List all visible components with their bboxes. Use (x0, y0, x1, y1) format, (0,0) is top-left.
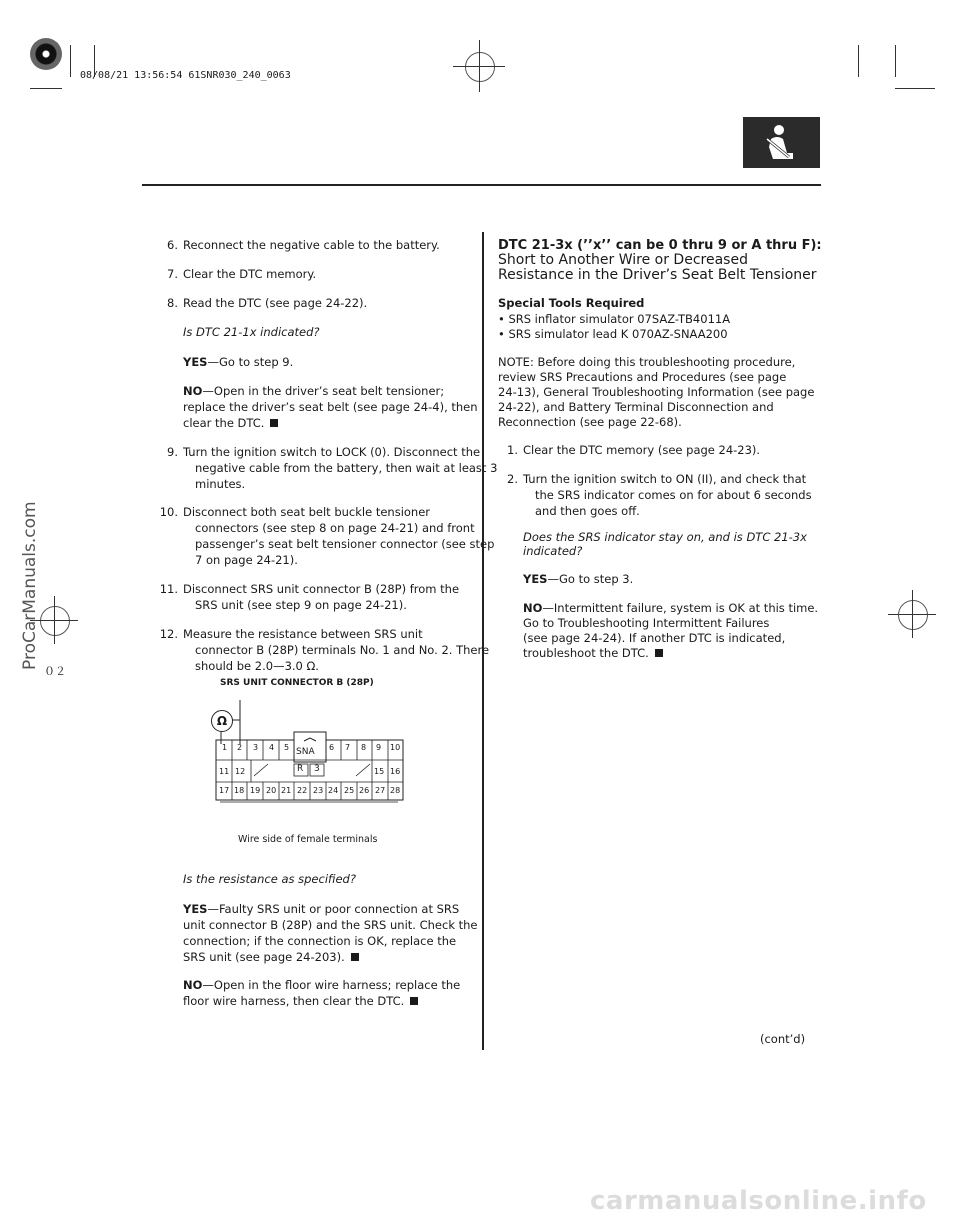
step-number: 7. (167, 267, 178, 281)
answer-text: (see page 24-24). If another DTC is indicated, (523, 631, 786, 645)
question-text: Does the SRS indicator stay on, and is DTC 21-3x (523, 530, 807, 544)
yes-answer: YES—Go to step 3. (523, 572, 634, 586)
section-subtitle: Short to Another Wire or Decreased (498, 252, 748, 268)
note-text: review SRS Precautions and Procedures (see page (498, 370, 787, 384)
pin-label: 21 (281, 786, 292, 795)
tool-item: • SRS simulator lead K 070AZ-SNAA200 (498, 327, 728, 341)
pin-label: 7 (345, 743, 351, 752)
step-text: SRS unit (see step 9 on page 24-21). (195, 598, 407, 612)
pin-label: 27 (375, 786, 386, 795)
print-stamp: 08/08/21 13:56:54 61SNR030_240_0063 (80, 70, 291, 81)
step-text: the SRS indicator comes on for about 6 seconds (535, 488, 812, 502)
registration-mark-left (30, 38, 62, 70)
answer-text: Faulty SRS unit or poor connection at SRS (218, 902, 460, 916)
answer-text: Intermittent failure, system is OK at this time. (553, 601, 819, 615)
pin-label: 11 (219, 767, 230, 776)
step-number: 6. (167, 238, 178, 252)
step-text: Disconnect SRS unit connector B (28P) from the (183, 582, 460, 596)
crop-line (453, 66, 505, 67)
pin-label: 23 (313, 786, 324, 795)
answer-text: Open in the driver’s seat belt tensioner; (213, 384, 445, 398)
no-answer: NO—Open in the driver’s seat belt tensioner; (183, 384, 445, 398)
step-text: Clear the DTC memory (see page 24-23). (523, 443, 761, 457)
step-text: connector B (28P) terminals No. 1 and No. 2. There (195, 643, 490, 657)
pin-label: 20 (266, 786, 277, 795)
step-text: minutes. (195, 477, 246, 491)
pin-label: 8 (361, 743, 367, 752)
crop-line (858, 45, 859, 77)
end-mark (410, 997, 418, 1005)
step-text: 7 on page 24-21). (195, 553, 298, 567)
connector-wiring (208, 676, 408, 856)
crop-line (888, 614, 936, 615)
target-mark-right (898, 600, 928, 630)
question-text: Is DTC 21-1x indicated? (183, 325, 320, 339)
no-label: NO (183, 978, 203, 992)
ohmmeter-icon: Ω (211, 710, 233, 732)
pin-label: 22 (297, 786, 308, 795)
bottom-watermark: carmanualsonline.info (590, 1186, 927, 1216)
connector-diagram (208, 676, 408, 856)
no-label: NO (183, 384, 203, 398)
question-text: Is the resistance as specified? (183, 872, 356, 886)
crop-line (895, 88, 935, 89)
step-text: connectors (see step 8 on page 24-21) and front (195, 521, 475, 535)
pin-label: 1 (222, 743, 228, 752)
question-text: indicated? (523, 544, 583, 558)
pin-label: 9 (376, 743, 382, 752)
answer-text: connection; if the connection is OK, replace the (183, 934, 457, 948)
step-text: and then goes off. (535, 504, 640, 518)
step-text: passenger’s seat belt tensioner connector (see step (195, 537, 495, 551)
step-text: Turn the ignition switch to LOCK (0). Disconnect the (183, 445, 481, 459)
pin-label: 6 (329, 743, 335, 752)
no-answer: NO—Open in the floor wire harness; replace the (183, 978, 461, 992)
diagram-caption: Wire side of female terminals (238, 834, 378, 845)
section-subtitle: Resistance in the Driver’s Seat Belt Tensioner (498, 267, 817, 283)
header-rule (142, 184, 821, 186)
step-number: 10. (159, 505, 178, 519)
column-divider (482, 232, 484, 1050)
step-text: negative cable from the battery, then wait at least 3 (195, 461, 498, 475)
pin-label: 2 (237, 743, 243, 752)
pin-label: 4 (269, 743, 275, 752)
step-text: Clear the DTC memory. (183, 267, 317, 281)
pin-label: 17 (219, 786, 230, 795)
crop-line (70, 45, 71, 77)
note-text: 24-22), and Battery Terminal Disconnection and (498, 400, 774, 414)
yes-label: YES (523, 572, 548, 586)
note-text: Reconnection (see page 22-68). (498, 415, 682, 429)
answer-text: Go to step 9. (218, 355, 294, 369)
step-number: 1. (507, 443, 518, 457)
answer-text: Go to step 3. (558, 572, 634, 586)
pin-label: 24 (328, 786, 339, 795)
continued-label: (cont’d) (760, 1032, 806, 1046)
target-mark-left (40, 606, 70, 636)
step-text: Disconnect both seat belt buckle tensioner (183, 505, 431, 519)
answer-text: floor wire harness, then clear the DTC. (183, 994, 418, 1010)
yes-label: YES (183, 355, 208, 369)
answer-text: replace the driver’s seat belt (see page 24-4), then (183, 400, 478, 414)
crop-line (895, 45, 896, 77)
yes-answer: YES—Faulty SRS unit or poor connection at SRS (183, 902, 460, 916)
three-label: 3 (314, 764, 320, 774)
step-text: Measure the resistance between SRS unit (183, 627, 423, 641)
step-text: Read the DTC (see page 24-22). (183, 296, 368, 310)
pin-label: 28 (390, 786, 401, 795)
yes-answer: YES—Go to step 9. (183, 355, 294, 369)
pin-label: 10 (390, 743, 401, 752)
pin-label: 15 (374, 767, 385, 776)
note-text: 24-13), General Troubleshooting Information (see page (498, 385, 815, 399)
r-label: R (297, 764, 304, 774)
tools-heading: Special Tools Required (498, 296, 645, 310)
pin-label: 18 (234, 786, 245, 795)
answer-text: clear the DTC. (183, 416, 278, 432)
diagram-title: SRS UNIT CONNECTOR B (28P) (220, 678, 374, 688)
pin-label: 25 (344, 786, 355, 795)
step-text: Turn the ignition switch to ON (II), and check that (523, 472, 807, 486)
seat-belt-icon (743, 117, 820, 168)
step-text: should be 2.0—3.0 Ω. (195, 659, 319, 673)
section-title: DTC 21-3x (’’x’’ can be 0 thru 9 or A thru F): (498, 238, 822, 253)
pin-label: 3 (253, 743, 259, 752)
step-number: 12. (159, 627, 178, 641)
tool-item: • SRS inflator simulator 07SAZ-TB4011A (498, 312, 731, 326)
answer-text: Open in the floor wire harness; replace the (213, 978, 461, 992)
pin-label: 19 (250, 786, 261, 795)
step-number: 9. (167, 445, 178, 459)
answer-text: SRS unit (see page 24-203). (183, 950, 359, 966)
page-code: ０２ (44, 665, 66, 678)
end-mark (351, 953, 359, 961)
no-answer: NO—Intermittent failure, system is OK at this time. (523, 601, 819, 615)
target-mark-top (465, 52, 495, 82)
pin-label: 26 (359, 786, 370, 795)
step-number: 11. (159, 582, 178, 596)
step-number: 2. (507, 472, 518, 486)
step-number: 8. (167, 296, 178, 310)
crop-line (30, 88, 62, 89)
sna-label: SNA (296, 747, 315, 757)
answer-text: unit connector B (28P) and the SRS unit. Check the (183, 918, 478, 932)
no-label: NO (523, 601, 543, 615)
answer-text: troubleshoot the DTC. (523, 646, 663, 662)
pin-label: 12 (235, 767, 246, 776)
side-watermark: ProCarManuals.com (20, 501, 40, 670)
pin-label: 16 (390, 767, 401, 776)
end-mark (655, 649, 663, 657)
yes-label: YES (183, 902, 208, 916)
step-text: Reconnect the negative cable to the battery. (183, 238, 440, 252)
note-text: NOTE: Before doing this troubleshooting procedure, (498, 355, 796, 369)
pin-label: 5 (284, 743, 290, 752)
answer-text: Go to Troubleshooting Intermittent Failures (523, 616, 770, 630)
end-mark (270, 419, 278, 427)
